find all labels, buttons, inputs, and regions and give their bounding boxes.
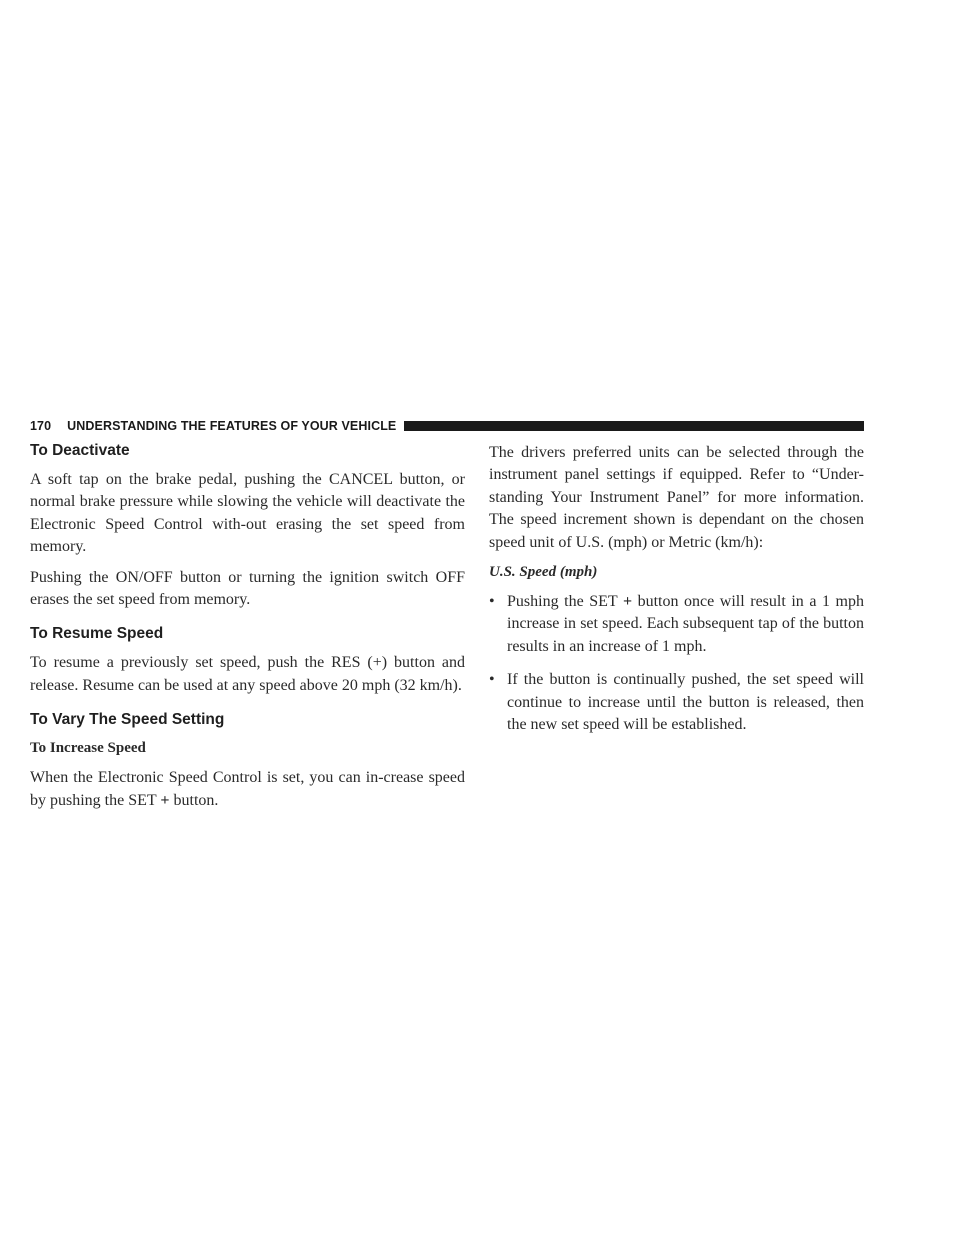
running-header [30, 418, 864, 434]
section-resume [30, 625, 465, 697]
subheading-us-speed: U.S. Speed (mph) [489, 564, 598, 581]
paragraph: A soft tap on the brake pedal, pushing the CANCEL button, or normal brake pressure while slowing the vehicle will deactivate the Electronic Speed Control with-out erasing the set speed from memory. [30, 471, 465, 556]
section-vary [30, 711, 465, 812]
page-number: 170 [30, 419, 52, 433]
text-span: Pushing the SET [507, 593, 623, 611]
list-item [489, 591, 864, 658]
section-deactivate [30, 442, 465, 611]
paragraph: The drivers preferred units can be selected through the instrument panel settings if equipped. Refer to “Under-standing Your Instrument Panel” for more information. The speed increment shown is dependant on the chosen speed unit of U.S. (mph) or Metric (km/h): [489, 444, 864, 551]
heading-resume: To Resume Speed [30, 625, 164, 643]
paragraph [30, 767, 465, 812]
text-span: When the Electronic Speed Control is set, you can in-crease speed by pushing the SET [30, 769, 465, 809]
paragraph: Pushing the ON/OFF button or turning the ignition switch OFF erases the set speed from memory. [30, 568, 465, 609]
text-span: button once will result in a 1 mph increase in set speed. Each subsequent tap of the button results in an increase of 1 mph. [507, 593, 864, 655]
plus-symbol: + [622, 593, 633, 611]
paragraph: To resume a previously set speed, push the RES (+) button and release. Resume can be used at any speed above 20 mph (32 km/h). [30, 654, 465, 694]
bullet-list [489, 591, 864, 736]
list-item [489, 669, 864, 736]
plus-symbol: + [160, 791, 170, 809]
bullet-marker: • [489, 671, 495, 689]
chapter-title: UNDERSTANDING THE FEATURES OF YOUR VEHICLE [67, 419, 397, 433]
text-span: If the button is continually pushed, the set speed will continue to increase until the button is released, then the new set speed will be established. [507, 671, 864, 734]
subheading-increase: To Increase Speed [30, 740, 146, 757]
header-rule [404, 421, 864, 431]
left-column [30, 442, 465, 820]
heading-vary: To Vary The Speed Setting [30, 711, 225, 729]
heading-deactivate: To Deactivate [30, 442, 130, 459]
text-span: button. [169, 791, 219, 809]
right-column [489, 442, 864, 747]
bullet-marker: • [489, 593, 495, 611]
